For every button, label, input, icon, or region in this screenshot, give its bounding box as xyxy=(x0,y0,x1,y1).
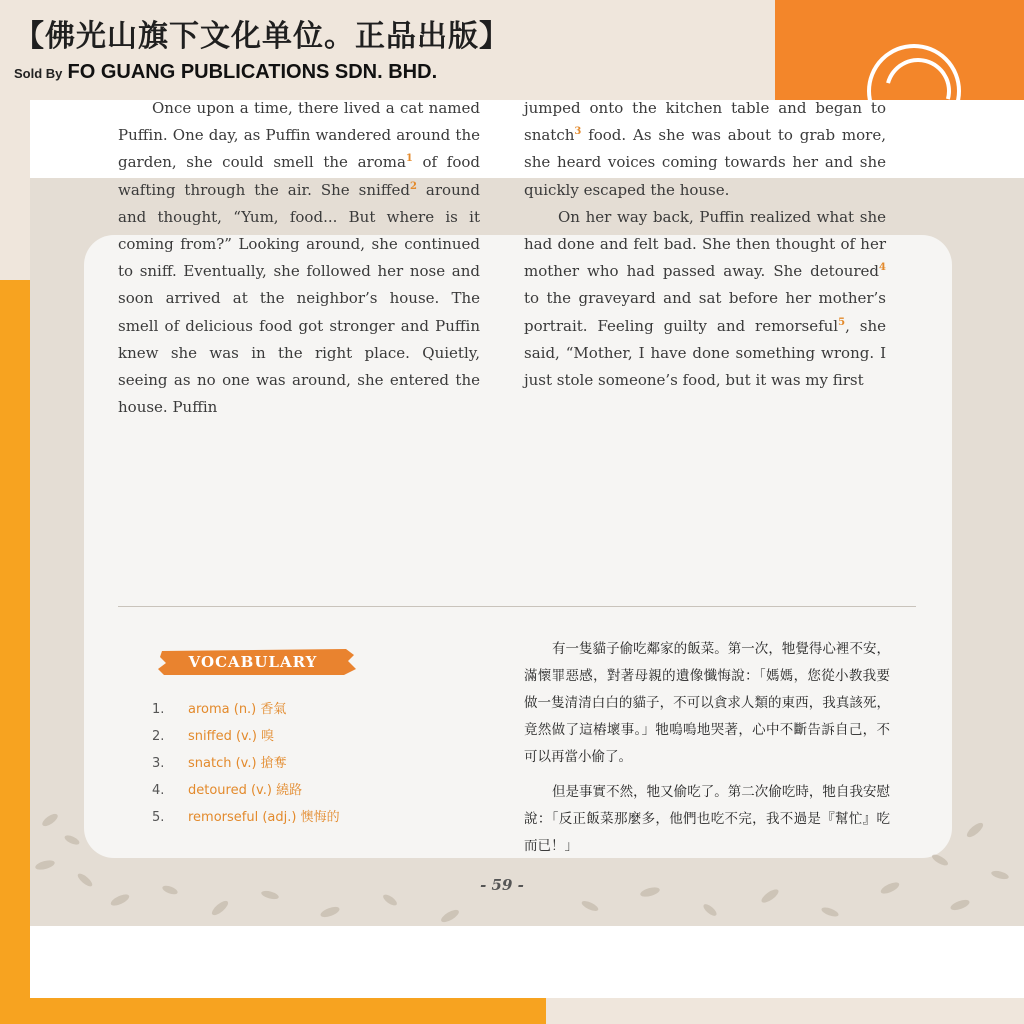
chinese-text xyxy=(524,636,890,868)
story-text: to the graveyard and sat before her mother’s portrait. Feeling guilty and remorseful xyxy=(524,289,886,335)
story-paragraph xyxy=(118,95,480,421)
vocabulary-item-number: 5. xyxy=(152,810,165,825)
sold-by-label: Sold By xyxy=(14,66,63,81)
story-text: around and thought, “Yum, food... But where is it coming from?” Looking around, she continued to sniff. Eventually, she followed her nose and soon arrived at the neighbor’s house. The smell of delicious food got stronger and Puffin knew she was in the right place. Quietly, seeing as no one was around, she entered the house. Puffin xyxy=(118,180,480,417)
story-text: Once upon a time, there lived a cat named Puffin. One day, as Puffin wandered around the garden, she could smell the aroma xyxy=(118,99,480,172)
vocabulary-item xyxy=(152,750,340,777)
story-text: On her way back, Puffin realized what she had done and felt bad. She then thought of her mother who had passed away. She detoured xyxy=(524,207,886,281)
story-text: of food wafting through the air. She sniffed xyxy=(118,153,480,199)
footnote-marker: 5 xyxy=(838,316,846,328)
story-text: jumped onto the kitchen table and began to snatch xyxy=(524,99,886,145)
section-divider xyxy=(118,606,916,607)
orange-side-bar xyxy=(0,280,30,1024)
vocabulary-item-number: 4. xyxy=(152,783,165,798)
vocabulary-item xyxy=(152,696,340,723)
orange-bottom-bar xyxy=(0,998,546,1024)
vocabulary-item xyxy=(152,777,340,804)
vocabulary-item-number: 3. xyxy=(152,756,165,771)
story-text: food. As she was about to grab more, she heard voices coming towards her and she quickly escaped the house. xyxy=(524,126,886,199)
vocabulary-item-text: snatch (v.) 搶奪 xyxy=(188,756,287,771)
chinese-paragraph: 有一隻貓子偷吃鄰家的飯菜。第一次，牠覺得心裡不安，滿懷罪惡感，對著母親的遺像懺悔說：「媽媽，您從小教我要做一隻清清白白的貓子，不可以貪求人類的東西，我真該死，竟然做了這樁壞事。」牠嗚嗚地哭著，心中不斷告訴自己，不可以再當小偷了。 xyxy=(524,641,890,765)
vocabulary-item-number: 2. xyxy=(152,729,165,744)
story-paragraph xyxy=(524,204,886,394)
vocabulary-item-text: aroma (n.) 香氣 xyxy=(188,702,287,717)
english-right-paragraphs xyxy=(524,95,886,394)
header xyxy=(14,20,510,86)
vocabulary-list xyxy=(152,696,340,831)
english-text-left-column xyxy=(118,95,480,421)
vocabulary-item-number: 1. xyxy=(152,702,165,717)
vocabulary-item xyxy=(152,723,340,750)
footnote-marker: 3 xyxy=(574,126,582,138)
vocabulary-item xyxy=(152,804,340,831)
footnote-marker: 4 xyxy=(879,262,886,274)
vocabulary-banner xyxy=(158,647,358,677)
english-text-right-column xyxy=(524,95,886,394)
footnote-marker: 2 xyxy=(409,180,417,192)
chinese-paragraph: 但是事實不然，牠又偷吃了。第二次偷吃時，牠自我安慰說：「反正飯菜那麼多，他們也吃不完，我不過是『幫忙』吃而已！」 xyxy=(524,784,890,854)
story-text: , she said, “Mother, I have done something wrong. I just stole someone’s food, but it was my first xyxy=(524,316,886,390)
english-left-paragraphs xyxy=(118,95,480,421)
publisher-title: 【佛光山旗下文化单位。正品出版】 xyxy=(14,19,510,54)
story-paragraph xyxy=(524,95,886,204)
seller-line xyxy=(14,60,510,86)
vocabulary-title: VOCABULARY xyxy=(188,653,318,671)
footnote-marker: 1 xyxy=(405,153,413,165)
vocabulary-item-text: detoured (v.) 繞路 xyxy=(188,783,303,798)
page-number: - 59 - xyxy=(480,876,524,894)
seller-name: FO GUANG PUBLICATIONS SDN. BHD. xyxy=(67,61,438,83)
vocabulary-item-text: remorseful (adj.) 懊悔的 xyxy=(188,810,340,825)
vocabulary-item-text: sniffed (v.) 嗅 xyxy=(188,729,275,744)
